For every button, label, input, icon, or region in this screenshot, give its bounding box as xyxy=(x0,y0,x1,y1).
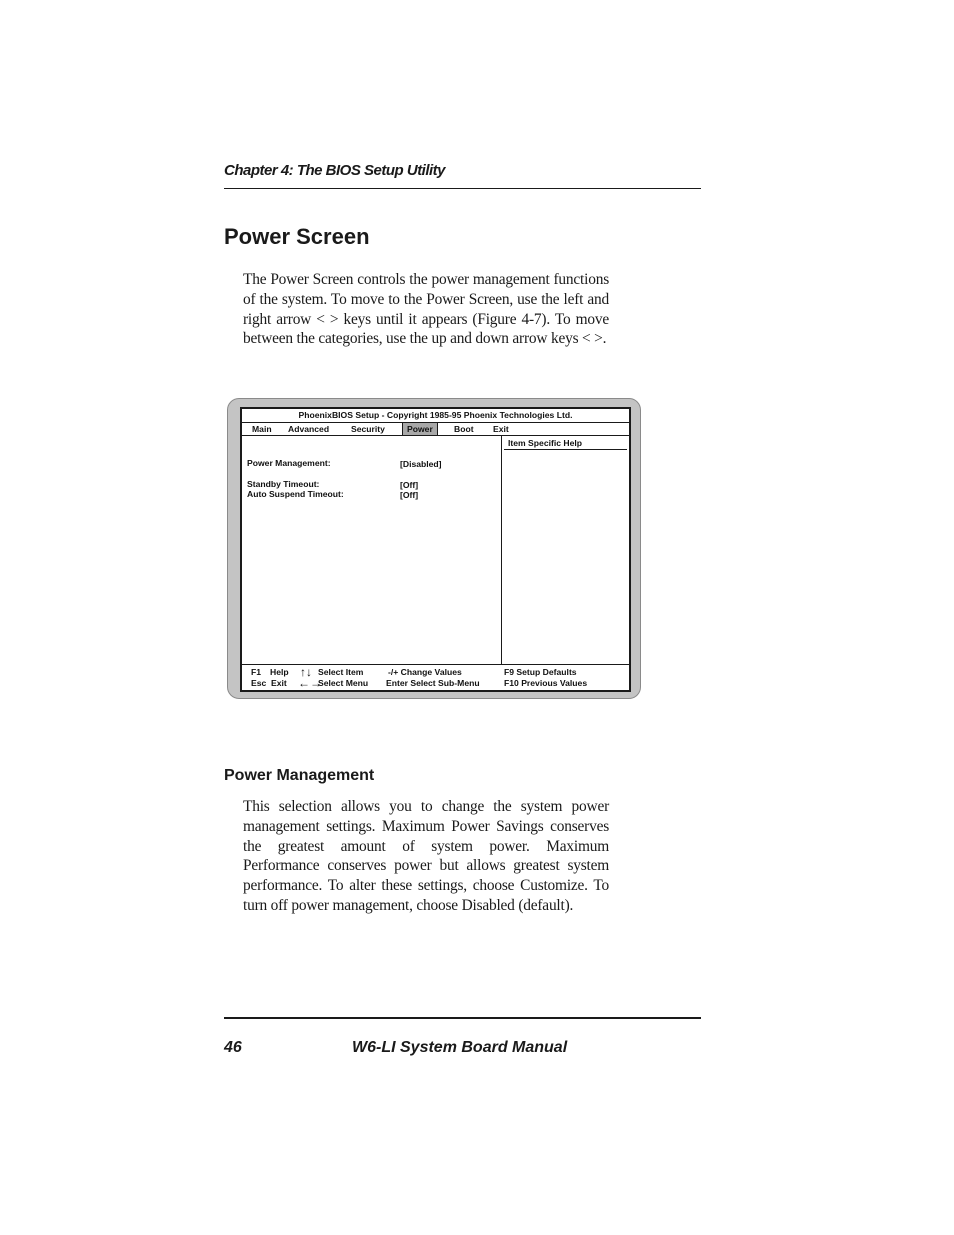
footer-esc-key: Esc xyxy=(251,678,267,688)
power-management-paragraph: This selection allows you to change the system power management settings. Maximum Power Savings conserves the greatest amount of system power. Maximum Performance conserves power but allows greatest system performance. To alter these settings, choose Customize. To turn off power management, choose Disabled (default). xyxy=(243,798,609,914)
footer-change-values: -/+ Change Values xyxy=(388,667,462,677)
bios-menu-security[interactable]: Security xyxy=(351,424,385,434)
footer-rule xyxy=(224,1017,701,1019)
bios-help-divider xyxy=(504,449,627,450)
chapter-header: Chapter 4: The BIOS Setup Utility xyxy=(224,162,446,179)
footer-setup-defaults: F9 Setup Defaults xyxy=(504,667,577,677)
setting-standby-timeout-label: Standby Timeout: xyxy=(247,479,320,489)
footer-exit: Exit xyxy=(271,678,287,688)
footer-previous-values: F10 Previous Values xyxy=(504,678,588,688)
left-right-arrows-icon: ←→ xyxy=(298,676,322,690)
bios-title: PhoenixBIOS Setup - Copyright 1985-95 Phoenix Technologies Ltd. xyxy=(298,410,573,420)
bios-menu-main[interactable]: Main xyxy=(252,424,272,434)
bios-panel-divider xyxy=(501,435,502,665)
subsection-title: Power Management xyxy=(224,767,375,784)
setting-auto-suspend-value[interactable]: [Off] xyxy=(400,490,419,500)
page-number: 46 xyxy=(224,1039,242,1056)
bios-figure xyxy=(227,398,641,699)
intro-paragraph: The Power Screen controls the power management functions of the system. To move to the Power Screen, use the left and right arrow < > keys until it appears (Figure 4-7). To move between the categories, use the up and down arrow keys < >. xyxy=(243,271,609,348)
footer-help: Help xyxy=(270,667,289,677)
page-title: Power Screen xyxy=(224,224,370,249)
bios-screen xyxy=(240,407,631,692)
up-down-arrows-icon: ↑↓ xyxy=(300,665,312,679)
setting-standby-timeout-value[interactable]: [Off] xyxy=(400,480,419,490)
footer-f1-key: F1 xyxy=(251,667,262,677)
footer-enter-submenu: Enter Select Sub-Menu xyxy=(386,678,480,688)
manual-title: W6-LI System Board Manual xyxy=(352,1039,568,1056)
bios-menu-boot[interactable]: Boot xyxy=(454,424,474,434)
bios-menu-exit[interactable]: Exit xyxy=(493,424,509,434)
bios-menu-divider xyxy=(242,435,629,436)
footer-select-item: Select Item xyxy=(318,667,364,677)
setting-auto-suspend-label: Auto Suspend Timeout: xyxy=(247,489,344,499)
bios-help-title: Item Specific Help xyxy=(508,438,583,448)
bios-menu-power[interactable]: Power xyxy=(402,422,438,436)
footer-select-menu: Select Menu xyxy=(318,678,369,688)
bios-menu-advanced[interactable]: Advanced xyxy=(288,424,330,434)
header-rule xyxy=(224,188,701,189)
setting-power-management-label: Power Management: xyxy=(247,458,331,468)
setting-power-management-value[interactable]: [Disabled] xyxy=(400,459,442,469)
